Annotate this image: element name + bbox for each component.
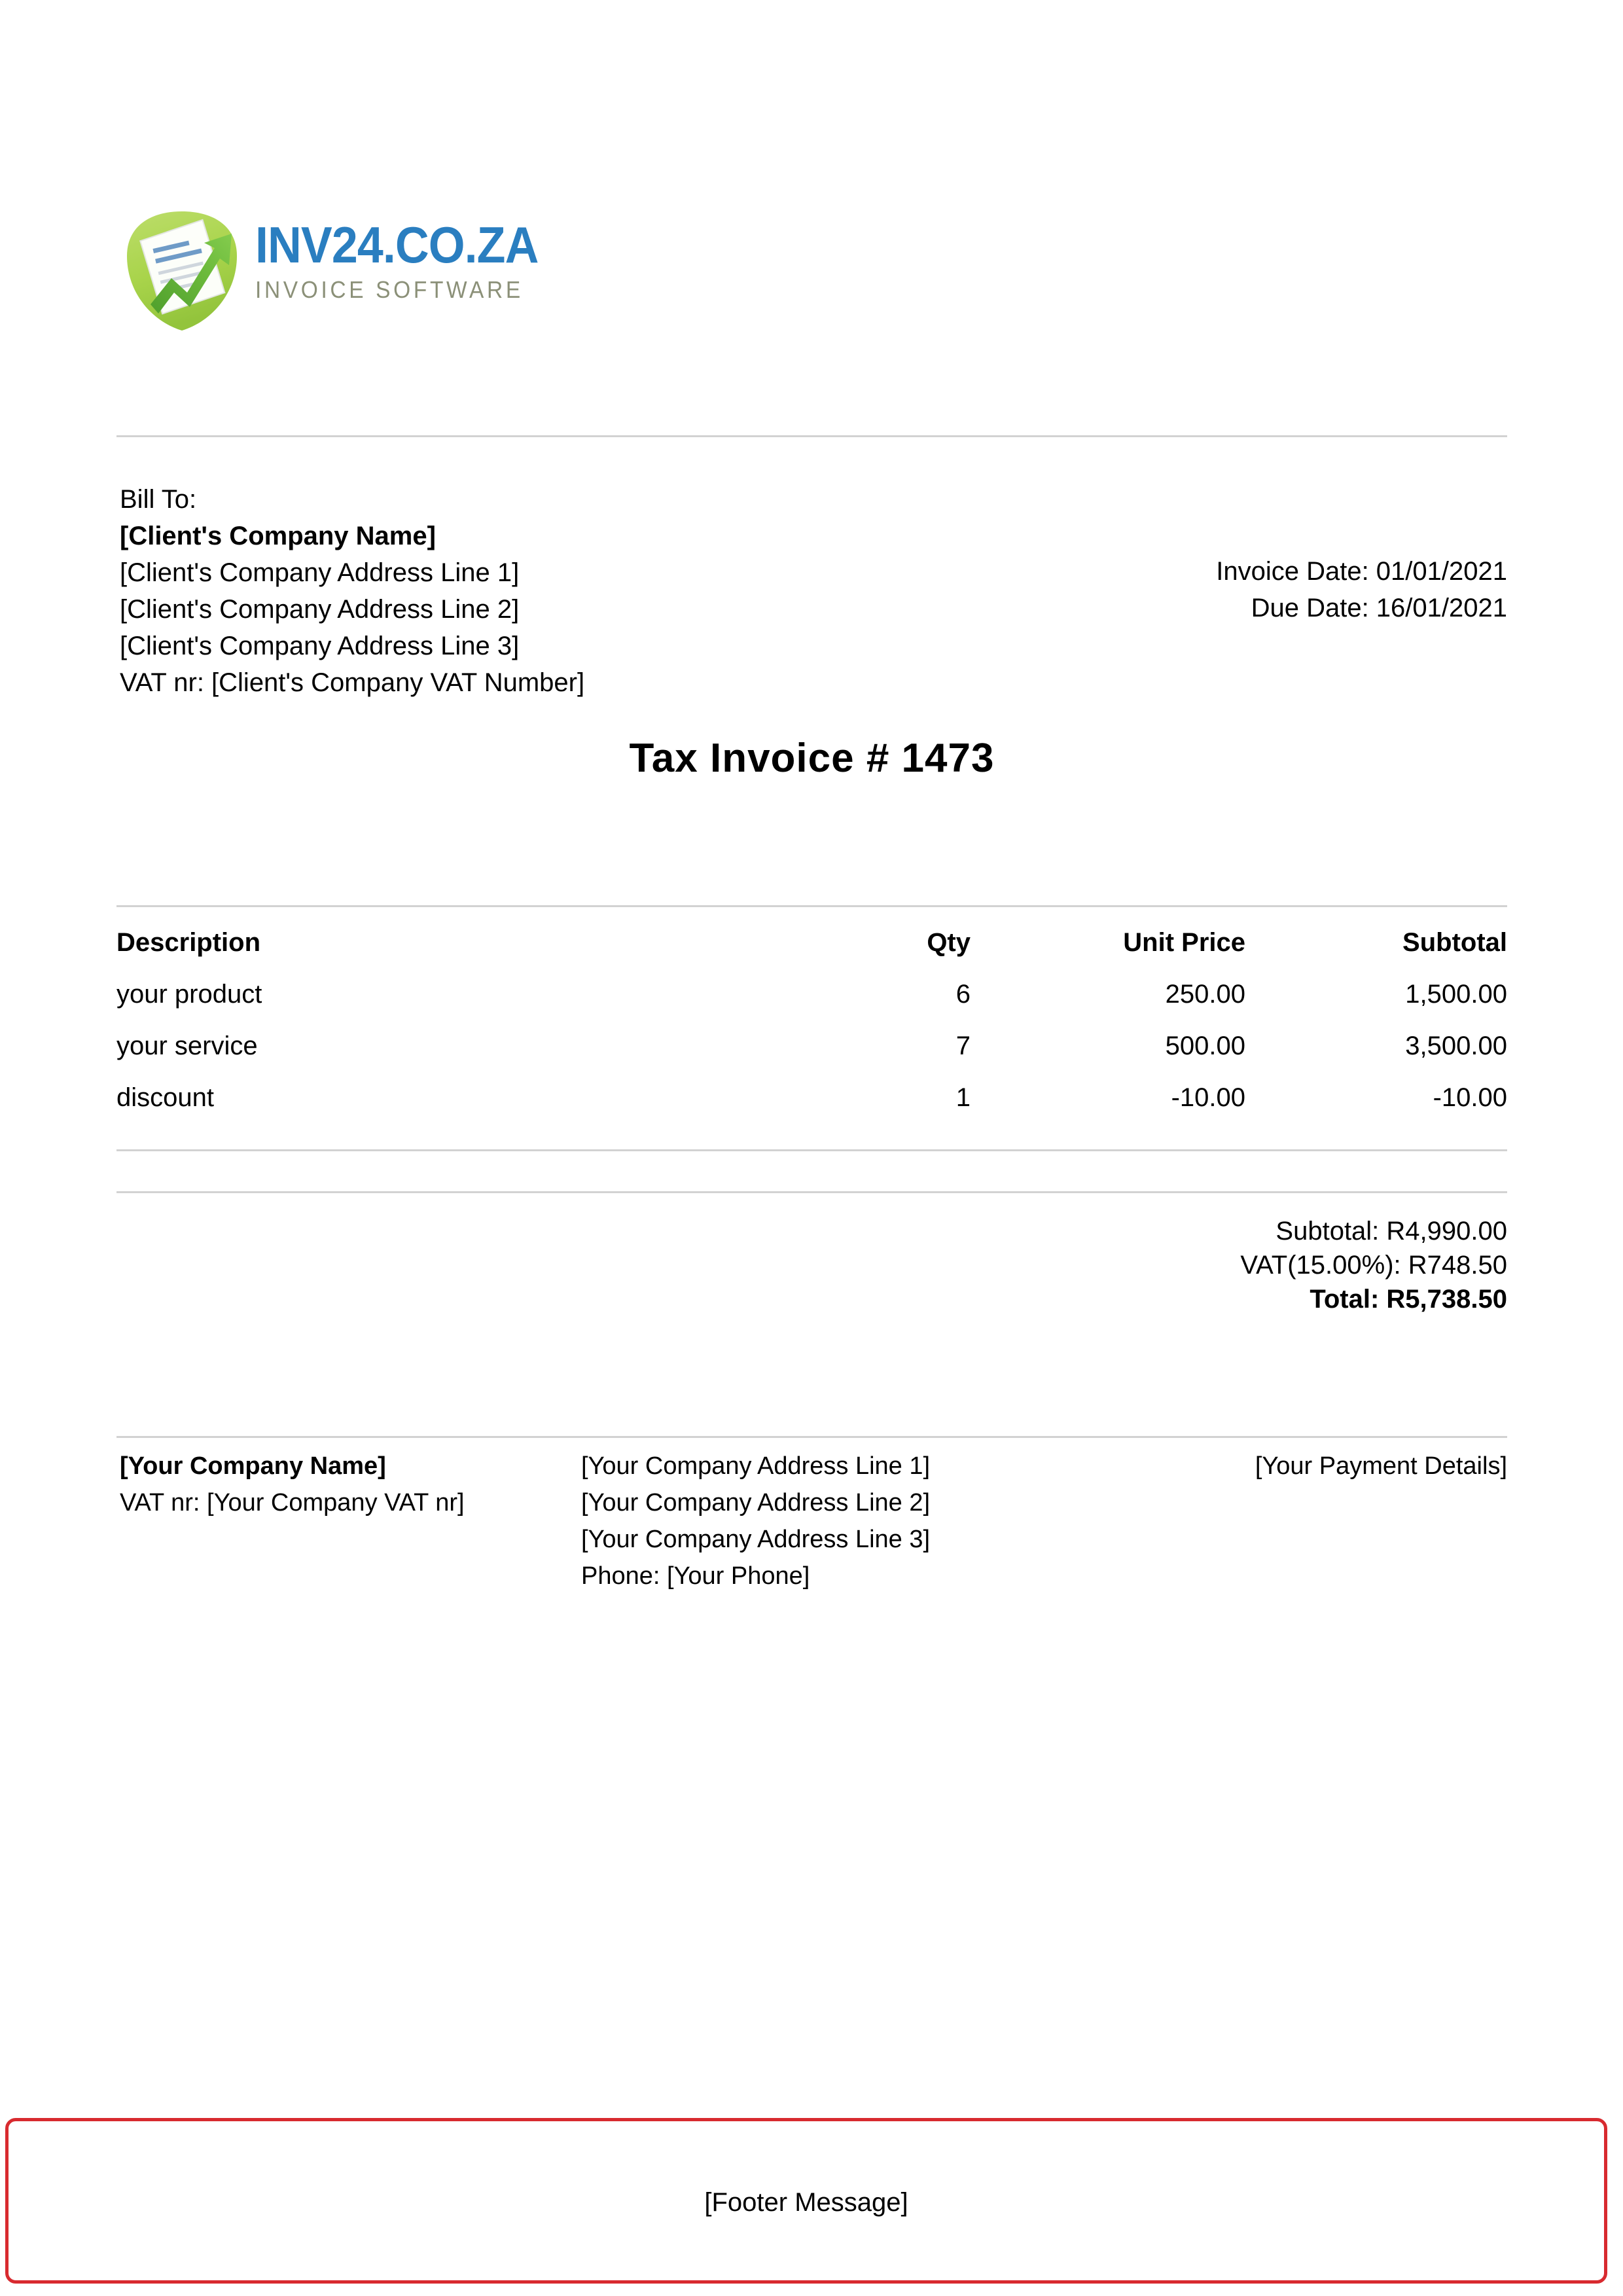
cell-qty: 1 (955, 1083, 971, 1112)
logo-wordmark (255, 216, 569, 303)
cell-unit-price: 250.00 (1165, 980, 1245, 1009)
cell-qty: 7 (955, 1031, 971, 1060)
divider-table-bottom (116, 1149, 1507, 1151)
company-identity-column (120, 1448, 539, 1521)
client-address-line-2: [Client's Company Address Line 2] (120, 595, 520, 624)
client-address-line-3: [Client's Company Address Line 3] (120, 632, 520, 660)
company-address-line-3: [Your Company Address Line 3] (581, 1526, 931, 1553)
cell-description: your service (116, 1031, 258, 1060)
due-date: Due Date: 16/01/2021 (1251, 594, 1507, 622)
subtotal-line: Subtotal: R4,990.00 (1275, 1217, 1507, 1246)
inv24-leaf-document-arrow-logo-icon (116, 205, 247, 336)
column-header-description: Description (116, 928, 261, 957)
table-header-row (116, 928, 1507, 980)
column-header-subtotal: Subtotal (1402, 928, 1507, 957)
line-items-table (116, 928, 1507, 1135)
table-row (116, 1031, 1507, 1083)
client-vat-number: VAT nr: [Client's Company VAT Number] (120, 668, 585, 697)
footer-message-box (5, 2118, 1607, 2284)
column-header-unit-price: Unit Price (1123, 928, 1245, 957)
client-company-name: [Client's Company Name] (120, 522, 436, 550)
totals-block (1240, 1214, 1507, 1316)
cell-subtotal: 1,500.00 (1405, 980, 1507, 1009)
logo-title: INV24.CO.ZA (255, 216, 539, 274)
vat-line: VAT(15.00%): R748.50 (1240, 1251, 1507, 1280)
invoice-dates-block (1216, 553, 1507, 626)
company-phone: Phone: [Your Phone] (581, 1562, 810, 1590)
footer-message: [Footer Message] (704, 2188, 908, 2217)
bill-to-label: Bill To: (120, 485, 197, 514)
divider-table-top (116, 905, 1507, 907)
cell-unit-price: 500.00 (1165, 1031, 1245, 1060)
company-address-line-1: [Your Company Address Line 1] (581, 1452, 931, 1480)
cell-description: your product (116, 980, 262, 1009)
divider-totals (116, 1191, 1507, 1193)
cell-unit-price: -10.00 (1171, 1083, 1245, 1112)
payment-details: [Your Payment Details] (1255, 1452, 1507, 1480)
payment-details-column (1056, 1448, 1507, 1484)
cell-qty: 6 (955, 980, 971, 1009)
cell-description: discount (116, 1083, 214, 1112)
company-address-line-2: [Your Company Address Line 2] (581, 1489, 931, 1516)
page-title: Tax Invoice # 1473 (629, 736, 995, 781)
client-address-line-1: [Client's Company Address Line 1] (120, 558, 520, 587)
company-address-column (581, 1448, 1052, 1594)
divider-header (116, 435, 1507, 437)
total-line: Total: R5,738.50 (1310, 1285, 1507, 1314)
logo-subtitle: INVOICE SOFTWARE (255, 276, 524, 303)
company-logo (116, 200, 575, 344)
column-header-qty: Qty (927, 928, 971, 957)
invoice-date: Invoice Date: 01/01/2021 (1216, 557, 1507, 586)
cell-subtotal: -10.00 (1433, 1083, 1507, 1112)
divider-company (116, 1436, 1507, 1438)
table-row (116, 980, 1507, 1031)
company-vat: VAT nr: [Your Company VAT nr] (120, 1489, 465, 1516)
bill-to-block (120, 481, 584, 701)
cell-subtotal: 3,500.00 (1405, 1031, 1507, 1060)
company-name: [Your Company Name] (120, 1452, 386, 1480)
table-row (116, 1083, 1507, 1135)
